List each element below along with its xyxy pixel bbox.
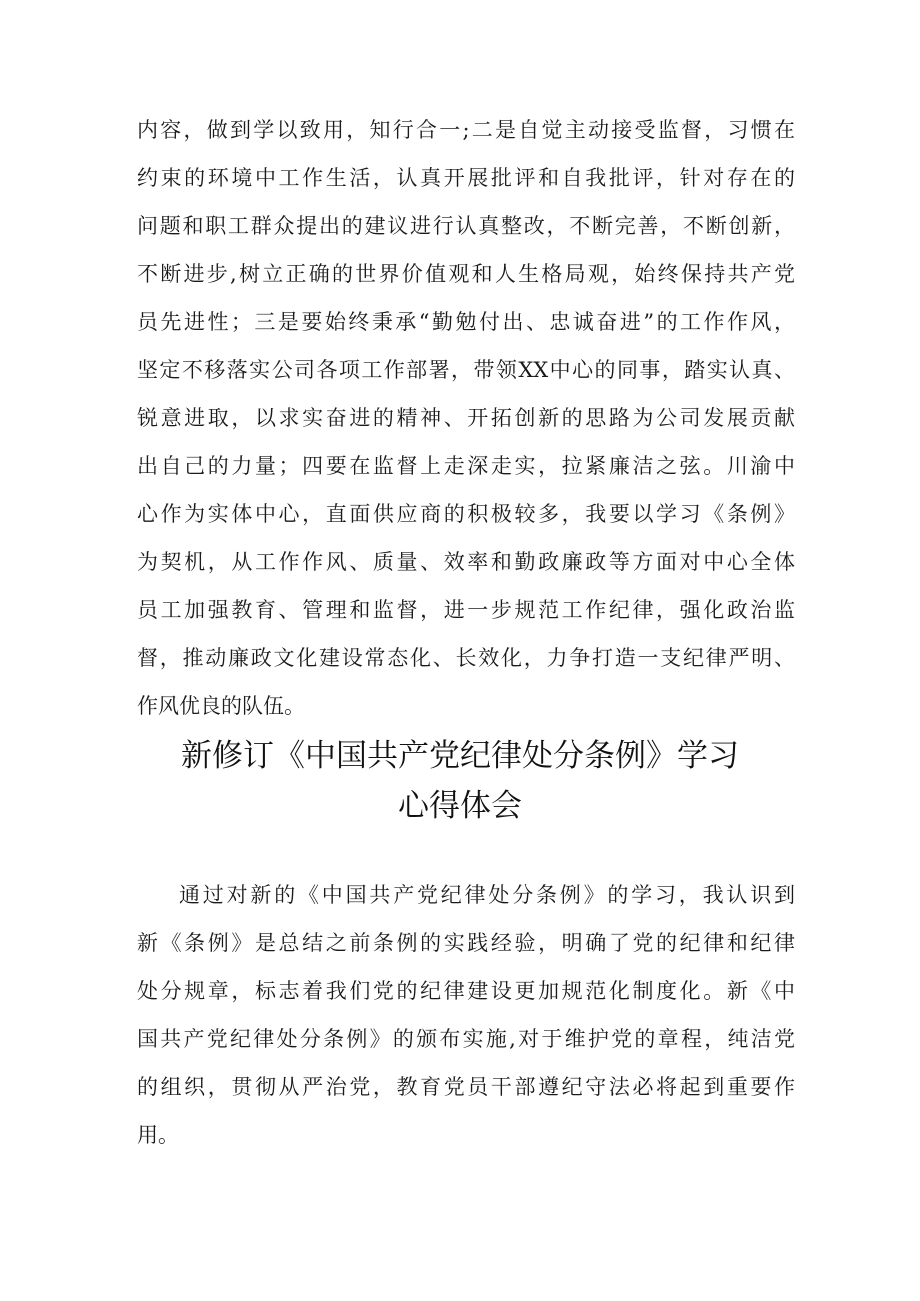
title-line: 新修订《中国共产党纪律处分条例》学习	[181, 738, 739, 774]
text-line: 处分规章，标志着我们党的纪律建设更加规范化制度化。新《中	[137, 979, 795, 1003]
document-title	[100, 731, 820, 831]
text-line: 锐意进取，以求实奋进的精神、开拓创新的思路为公司发展贡献	[137, 406, 795, 430]
text-line: 督，推动廉政文化建设常态化、长效化，力争打造一支纪律严明、	[137, 646, 795, 670]
paragraph-intro	[137, 871, 795, 1159]
text-line: 坚定不移落实公司各项工作部署，带领XX中心的同事，踏实认真、	[137, 358, 795, 382]
text-line: 不断进步,树立正确的世界价值观和人生格局观，始终保持共产党	[137, 262, 795, 286]
text-line: 问题和职工群众提出的建议进行认真整改，不断完善，不断创新，	[137, 214, 795, 238]
text-line: 员先进性；三是要始终秉承“勤勉付出、忠诚奋进”的工作作风，	[137, 310, 795, 334]
text-line: 用。	[137, 1123, 179, 1147]
text-line: 的组织，贯彻从严治党，教育党员干部遵纪守法必将起到重要作	[137, 1075, 795, 1099]
text-line: 心作为实体中心，直面供应商的积极较多，我要以学习《条例》	[137, 502, 795, 526]
text-line: 约束的环境中工作生活，认真开展批评和自我批评，针对存在的	[137, 166, 795, 190]
text-line: 员工加强教育、管理和监督，进一步规范工作纪律，强化政治监	[137, 598, 795, 622]
text-line: 国共产党纪律处分条例》的颁布实施,对于维护党的章程，纯洁党	[137, 1027, 795, 1051]
text-line: 内容，做到学以致用，知行合一;二是自觉主动接受监督，习惯在	[137, 118, 795, 142]
text-line: 为契机，从工作作风、质量、效率和勤政廉政等方面对中心全体	[137, 550, 795, 574]
text-line: 通过对新的《中国共产党纪律处分条例》的学习，我认识到	[179, 883, 795, 907]
title-line: 心得体会	[398, 788, 522, 824]
paragraph-continuation	[137, 106, 795, 730]
text-line: 作风优良的队伍。	[137, 694, 305, 718]
text-line: 新《条例》是总结之前条例的实践经验，明确了党的纪律和纪律	[137, 931, 795, 955]
text-line: 出自己的力量；四要在监督上走深走实，拉紧廉洁之弦。川渝中	[137, 454, 795, 478]
